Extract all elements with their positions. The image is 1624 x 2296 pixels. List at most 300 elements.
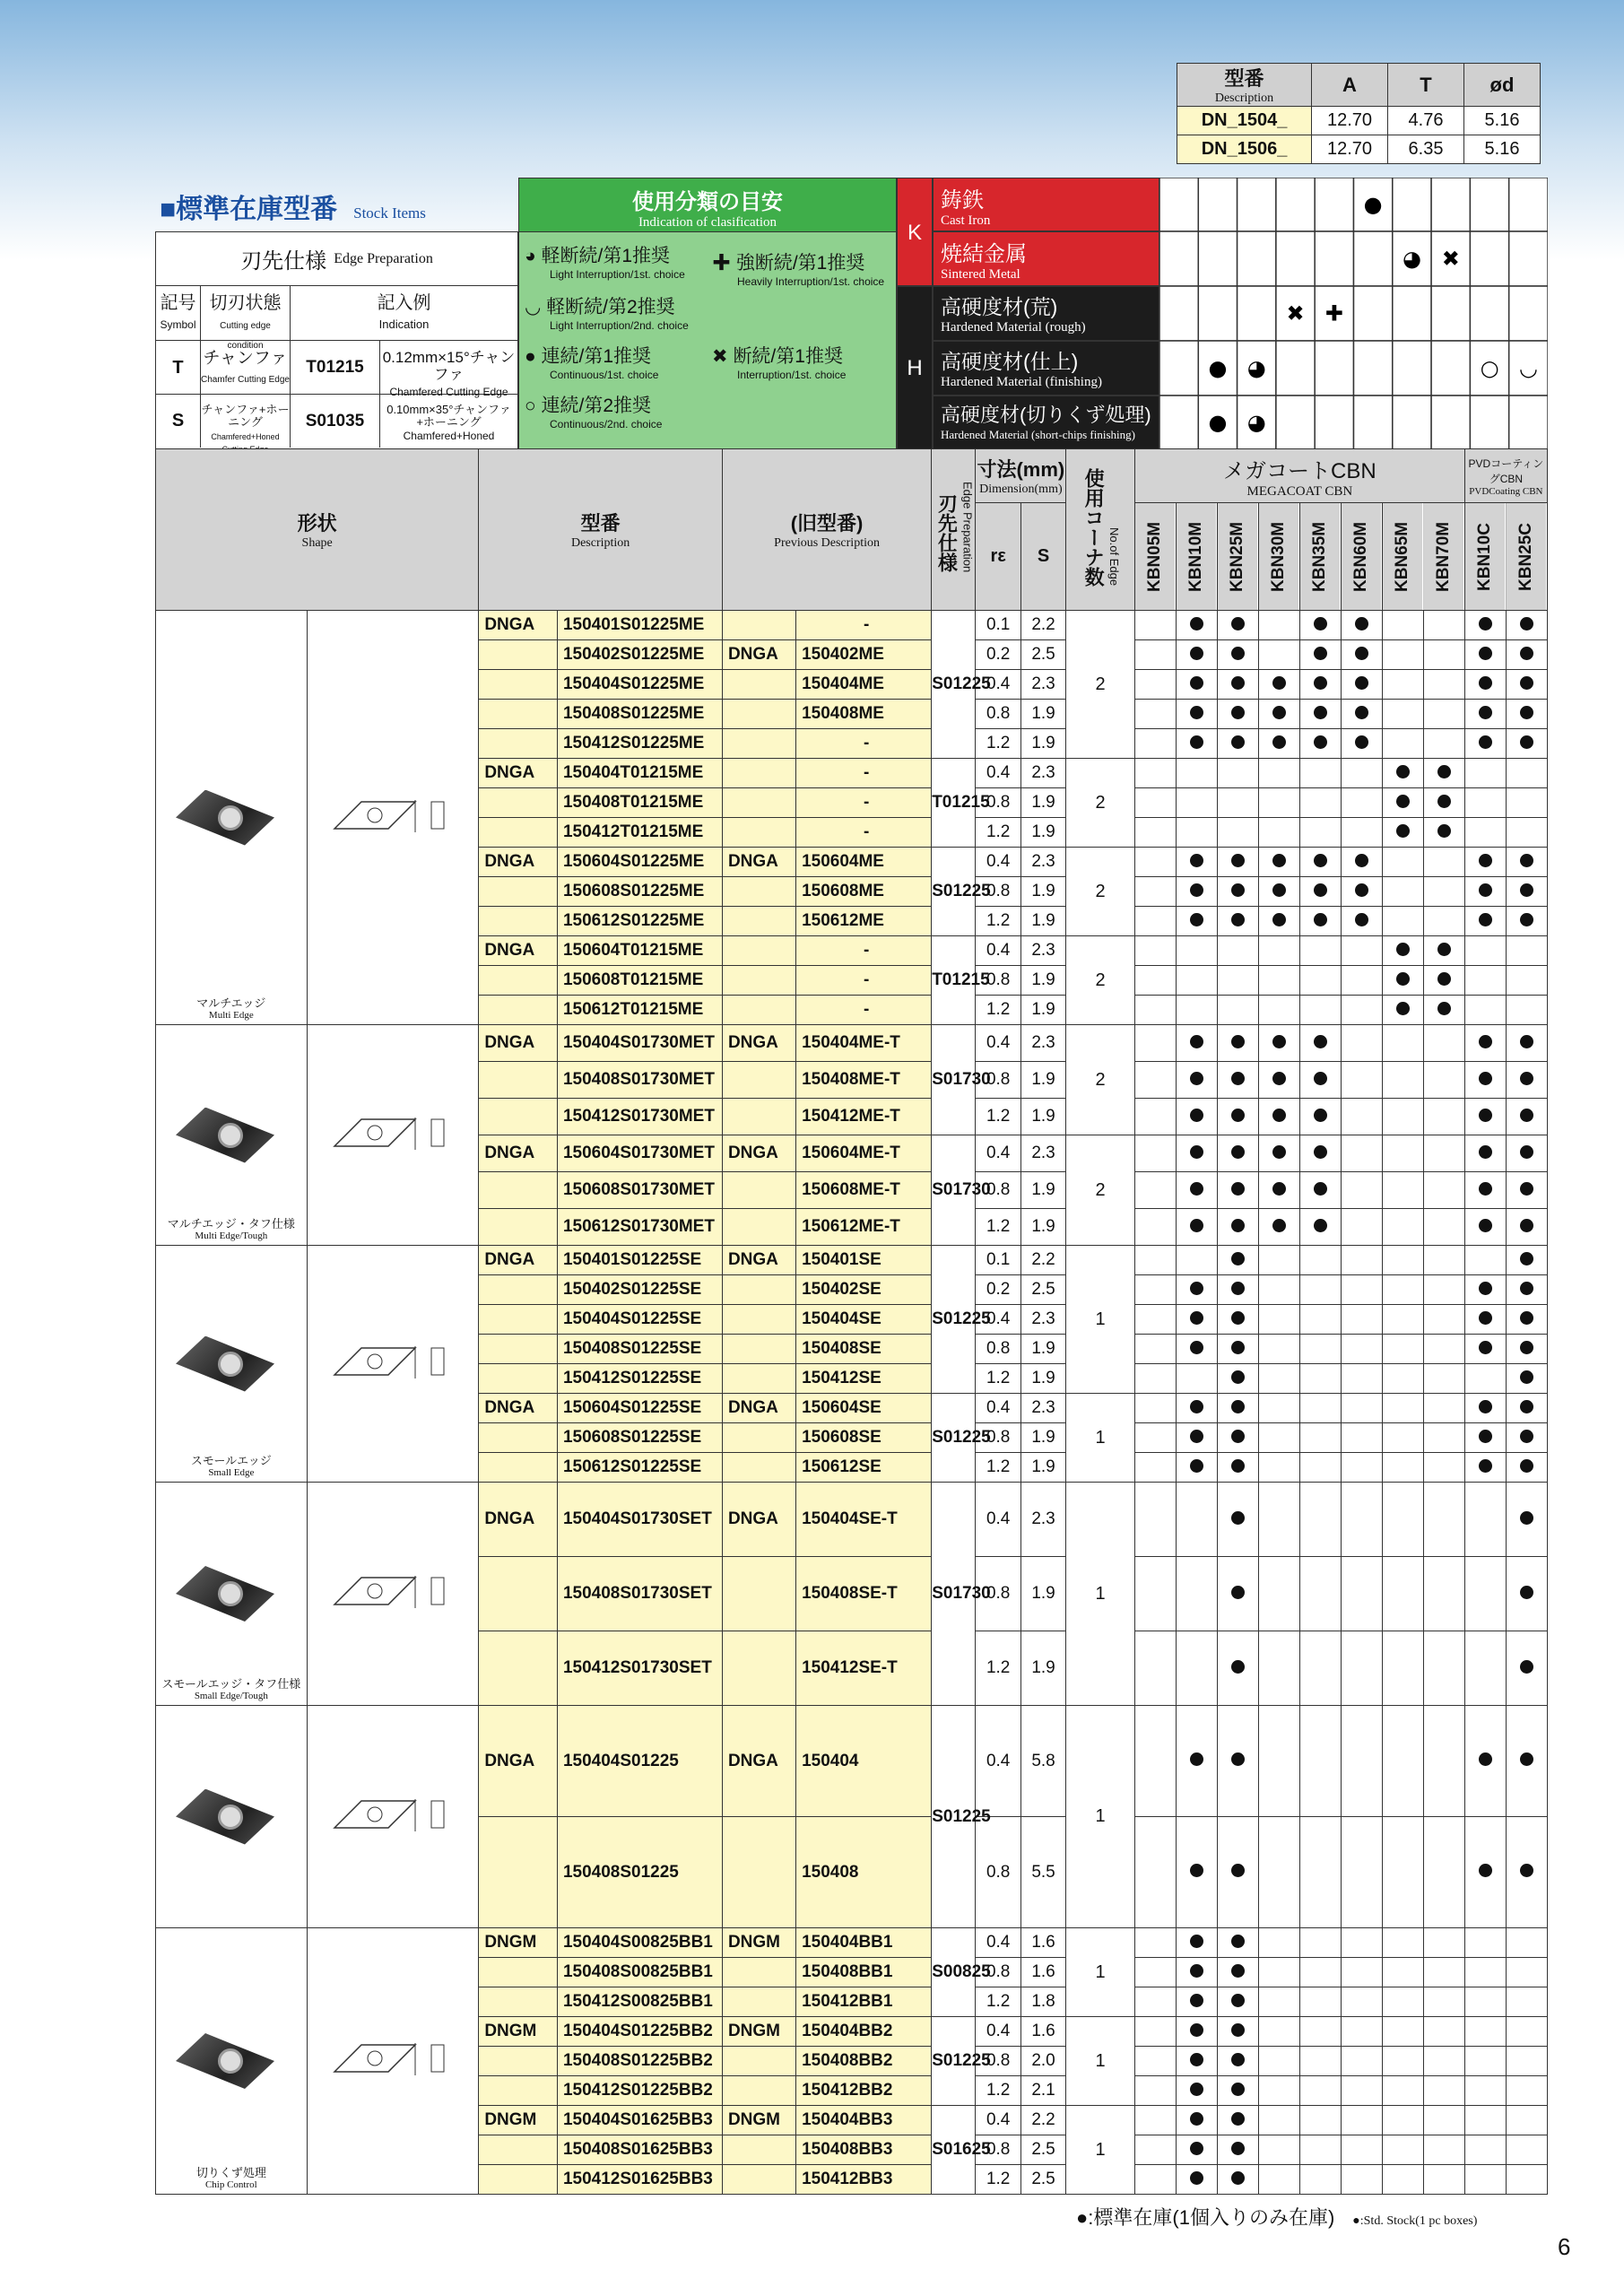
stock-cell: [1464, 1706, 1506, 1817]
stock-dot: [1479, 1864, 1492, 1877]
col-dimension: 寸法(mm) Dimension(mm): [976, 449, 1066, 503]
stock-dot: [1231, 1072, 1245, 1085]
legend-grid-cell: [1238, 231, 1276, 286]
stock-cell: [1423, 1453, 1464, 1483]
stock-cell: [1464, 936, 1506, 966]
stock-cell: [1258, 2017, 1299, 2047]
stock-cell: [1341, 1706, 1382, 1817]
grade-header: KBN25M: [1217, 503, 1258, 611]
dimension-s: 2.5: [1020, 1275, 1065, 1305]
stock-cell: [1134, 818, 1176, 848]
stock-cell: [1217, 1025, 1258, 1062]
desc-prefix: [479, 1423, 558, 1453]
stock-cell: [1464, 1394, 1506, 1423]
shape-caption: マルチエッジ・タフ仕様 Multi Edge/Tough: [167, 1216, 295, 1241]
stock-cell: [1176, 1817, 1217, 1928]
insert-diagram: [326, 1774, 460, 1855]
legend-grid-cell: [1470, 231, 1508, 286]
edge-count: 2: [1066, 1135, 1135, 1246]
stock-cell: [1382, 2017, 1423, 2047]
stock-cell: [1134, 1209, 1176, 1246]
stock-cell: [1506, 2017, 1547, 2047]
stock-cell: [1217, 1423, 1258, 1453]
stock-dot: [1231, 1430, 1245, 1443]
stock-cell: [1464, 1817, 1506, 1928]
dim-t: 4.76: [1388, 107, 1464, 135]
stock-cell: [1341, 1928, 1382, 1958]
stock-dot: [1520, 1035, 1533, 1048]
stock-cell: [1341, 1958, 1382, 1987]
corner-radius: 1.2: [976, 1099, 1020, 1135]
stock-cell: [1464, 1423, 1506, 1453]
edge-count: 2: [1066, 1025, 1135, 1135]
stock-cell: [1176, 877, 1217, 907]
dimension-s: 2.1: [1020, 2076, 1065, 2106]
stock-dot: [1190, 1400, 1203, 1413]
stock-dot: [1272, 1145, 1286, 1159]
edge-count: 2: [1066, 848, 1135, 936]
dimension-s: 2.5: [1020, 640, 1065, 670]
prev-code: 150412SE-T: [796, 1631, 932, 1706]
corner-radius: 0.4: [976, 936, 1020, 966]
insert-image: [176, 2033, 274, 2089]
desc-prefix: [479, 1275, 558, 1305]
corner-radius: 0.4: [976, 670, 1020, 700]
stock-cell: [1176, 818, 1217, 848]
stock-cell: [1423, 700, 1464, 729]
stock-cell: [1176, 729, 1217, 759]
stock-cell: [1217, 2165, 1258, 2195]
stock-dot: [1190, 2053, 1203, 2066]
stock-dot: [1190, 1035, 1203, 1048]
stock-cell: [1423, 640, 1464, 670]
shape-photo: [156, 611, 308, 1025]
stock-cell: [1217, 611, 1258, 640]
desc-code: 150402S01225SE: [557, 1275, 722, 1305]
stock-cell: [1176, 2106, 1217, 2135]
dim-a: 12.70: [1312, 135, 1388, 164]
stock-dot: [1520, 1282, 1533, 1295]
prev-code: 150404: [796, 1706, 932, 1817]
stock-cell: [1176, 1275, 1217, 1305]
stock-cell: [1299, 2135, 1341, 2165]
stock-dot: [1231, 1964, 1245, 1978]
stock-cell: [1382, 1453, 1423, 1483]
stock-cell: [1176, 2047, 1217, 2076]
stock-cell: [1382, 907, 1423, 936]
desc-code: 150408S01225: [557, 1817, 722, 1928]
prev-code: 150404BB2: [796, 2017, 932, 2047]
legend-grid-cell: [1159, 178, 1198, 231]
desc-prefix: DNGA: [479, 1394, 558, 1423]
desc-prefix: DNGA: [479, 848, 558, 877]
stock-cell: [1506, 966, 1547, 996]
legend-grid-cell: [1431, 396, 1470, 449]
corner-radius: 0.8: [976, 700, 1020, 729]
stock-cell: [1506, 1335, 1547, 1364]
stock-dot: [1272, 735, 1286, 749]
desc-code: 150412S01730SET: [557, 1631, 722, 1706]
prev-code: 150604SE: [796, 1394, 932, 1423]
corner-radius: 0.8: [976, 2047, 1020, 2076]
table-row: [156, 1025, 1548, 1062]
stock-cell: [1506, 1172, 1547, 1209]
stock-dot: [1314, 647, 1327, 660]
stock-cell: [1134, 1483, 1176, 1557]
stock-cell: [1506, 1246, 1547, 1275]
stock-cell: [1134, 848, 1176, 877]
dimension-s: 1.9: [1020, 1335, 1065, 1364]
stock-cell: [1217, 996, 1258, 1025]
prev-code: 150608ME-T: [796, 1172, 932, 1209]
dimension-s: 1.9: [1020, 907, 1065, 936]
stock-dot: [1355, 706, 1368, 719]
legend-grid-cell: [1509, 178, 1548, 231]
stock-dot: [1231, 1400, 1245, 1413]
stock-dot: [1272, 913, 1286, 926]
stock-cell: [1217, 1246, 1258, 1275]
grade-header: KBN10M: [1176, 503, 1217, 611]
prev-code: 150408SE: [796, 1335, 932, 1364]
corner-radius: 0.8: [976, 1172, 1020, 1209]
stock-cell: [1423, 670, 1464, 700]
stock-cell: [1299, 1557, 1341, 1631]
legend-mark: ✖: [1286, 300, 1305, 326]
group-h: H: [897, 286, 933, 449]
prev-prefix: [722, 1062, 795, 1099]
desc-code: 150408S01225ME: [557, 700, 722, 729]
stock-cell: [1134, 700, 1176, 729]
material-sintered: 焼結金属 Sintered Metal: [933, 231, 1159, 286]
stock-cell: [1134, 2165, 1176, 2195]
stock-cell: [1506, 1209, 1547, 1246]
stock-cell: [1464, 1062, 1506, 1099]
stock-dot: [1479, 1430, 1492, 1443]
stock-cell: [1423, 2106, 1464, 2135]
dimension-s: 2.3: [1020, 1394, 1065, 1423]
desc-code: 150408S01225BB2: [557, 2047, 722, 2076]
stock-cell: [1176, 1025, 1217, 1062]
stock-cell: [1258, 1246, 1299, 1275]
stock-cell: [1506, 729, 1547, 759]
prev-code: 150402ME: [796, 640, 932, 670]
desc-prefix: [479, 2047, 558, 2076]
desc-code: 150404S01225: [557, 1706, 722, 1817]
legend-grid-cell: [1238, 178, 1276, 231]
stock-cell: [1423, 1364, 1464, 1394]
stock-cell: [1217, 729, 1258, 759]
desc-code: 150408S01625BB3: [557, 2135, 722, 2165]
desc-prefix: [479, 788, 558, 818]
edge-prep-box: [155, 231, 518, 449]
desc-code: 150404S01225BB2: [557, 2017, 722, 2047]
stock-dot: [1479, 1282, 1492, 1295]
group-k: K: [897, 178, 933, 286]
stock-cell: [1134, 729, 1176, 759]
prev-code: -: [796, 996, 932, 1025]
stock-dot: [1479, 1145, 1492, 1159]
stock-cell: [1134, 1135, 1176, 1172]
material-hardened-chip: 高硬度材(切りくず処理) Hardened Material (short-chips finishing): [933, 396, 1159, 449]
stock-cell: [1299, 670, 1341, 700]
stock-cell: [1382, 2076, 1423, 2106]
stock-dot: [1479, 1400, 1492, 1413]
stock-dot: [1520, 735, 1533, 749]
stock-dot: [1190, 1935, 1203, 1948]
stock-dot: [1520, 617, 1533, 631]
shape-diagram: [307, 1483, 479, 1706]
stock-dot: [1272, 1182, 1286, 1196]
desc-prefix: [479, 818, 558, 848]
stock-cell: [1341, 1025, 1382, 1062]
insert-image: [176, 1336, 274, 1392]
stock-dot: [1520, 913, 1533, 926]
grade-header: KBN35M: [1299, 503, 1341, 611]
stock-dot: [1190, 1341, 1203, 1354]
legend-grid-cell: [1159, 231, 1198, 286]
stock-cell: [1258, 1209, 1299, 1246]
shape-photo: [156, 1928, 308, 2195]
dimension-s: 1.9: [1020, 1172, 1065, 1209]
legend-mark: ✚: [1324, 300, 1343, 326]
legend-grid-cell: [1431, 341, 1470, 396]
edge-count: 1: [1066, 1706, 1135, 1928]
stock-cell: [1299, 1335, 1341, 1364]
stock-dot: [1520, 1219, 1533, 1232]
col-re: rε: [976, 503, 1020, 611]
stock-cell: [1217, 1453, 1258, 1483]
corner-radius: 1.2: [976, 729, 1020, 759]
stock-cell: [1341, 670, 1382, 700]
corner-radius: 1.2: [976, 1631, 1020, 1706]
stock-cell: [1217, 700, 1258, 729]
dimension-s: 1.9: [1020, 729, 1065, 759]
shape-diagram: [307, 1246, 479, 1483]
desc-prefix: [479, 2076, 558, 2106]
stock-cell: [1464, 2047, 1506, 2076]
stock-cell: [1423, 2076, 1464, 2106]
stock-cell: [1176, 1394, 1217, 1423]
stock-cell: [1258, 1025, 1299, 1062]
stock-cell: [1341, 966, 1382, 996]
stock-cell: [1258, 788, 1299, 818]
dimension-s: 2.3: [1020, 759, 1065, 788]
stock-cell: [1506, 1928, 1547, 1958]
prev-code: 150404BB3: [796, 2106, 932, 2135]
stock-cell: [1464, 1135, 1506, 1172]
stock-cell: [1176, 670, 1217, 700]
legend-mark: ◕: [1246, 355, 1266, 381]
stock-cell: [1382, 848, 1423, 877]
dimension-s: 2.2: [1020, 611, 1065, 640]
dim-header-d: ød: [1464, 64, 1541, 107]
stock-cell: [1423, 877, 1464, 907]
stock-dot: [1231, 2083, 1245, 2096]
legend-grid-cell: [1470, 396, 1508, 449]
stock-cell: [1341, 2165, 1382, 2195]
stock-cell: [1258, 2135, 1299, 2165]
stock-cell: [1423, 1099, 1464, 1135]
legend-grid-cell: [1315, 231, 1353, 286]
desc-prefix: [479, 907, 558, 936]
dimension-s: 1.9: [1020, 966, 1065, 996]
prev-code: 150408BB3: [796, 2135, 932, 2165]
stock-dot: [1520, 883, 1533, 897]
stock-cell: [1299, 936, 1341, 966]
stock-cell: [1258, 1483, 1299, 1557]
stock-dot: [1479, 913, 1492, 926]
edge-prep-code: S00825: [932, 1928, 976, 2017]
stock-cell: [1382, 1987, 1423, 2017]
stock-dot: [1231, 1145, 1245, 1159]
desc-code: 150608S01730MET: [557, 1172, 722, 1209]
dim-code: DN_1504_: [1177, 107, 1312, 135]
stock-cell: [1423, 1209, 1464, 1246]
stock-dot: [1190, 1964, 1203, 1978]
stock-cell: [1258, 2047, 1299, 2076]
corner-radius: 0.8: [976, 1557, 1020, 1631]
stock-cell: [1464, 818, 1506, 848]
legend-grid-cell: [1354, 231, 1393, 286]
stock-cell: [1258, 1928, 1299, 1958]
stock-cell: [1341, 1135, 1382, 1172]
stock-cell: [1382, 2106, 1423, 2135]
dimension-s: 2.3: [1020, 848, 1065, 877]
desc-code: 150408S00825BB1: [557, 1958, 722, 1987]
desc-prefix: [479, 1453, 558, 1483]
stock-cell: [1176, 1423, 1217, 1453]
stock-cell: [1464, 1364, 1506, 1394]
stock-dot: [1231, 1370, 1245, 1384]
stock-cell: [1299, 1394, 1341, 1423]
stock-cell: [1382, 788, 1423, 818]
desc-prefix: DNGM: [479, 2017, 558, 2047]
prev-prefix: [722, 2135, 795, 2165]
prev-prefix: [722, 670, 795, 700]
stock-cell: [1464, 2017, 1506, 2047]
dimension-s: 1.9: [1020, 700, 1065, 729]
stock-cell: [1506, 1987, 1547, 2017]
stock-cell: [1423, 1631, 1464, 1706]
stock-cell: [1299, 996, 1341, 1025]
stock-cell: [1464, 1099, 1506, 1135]
stock-cell: [1464, 759, 1506, 788]
desc-prefix: DNGA: [479, 936, 558, 966]
shape-diagram: [307, 1706, 479, 1928]
stock-cell: [1506, 848, 1547, 877]
stock-cell: [1341, 1423, 1382, 1453]
desc-prefix: [479, 670, 558, 700]
shape-diagram: [307, 1928, 479, 2195]
dimension-s: 1.9: [1020, 996, 1065, 1025]
stock-dot: [1272, 854, 1286, 867]
stock-cell: [1423, 2047, 1464, 2076]
corner-radius: 1.2: [976, 996, 1020, 1025]
desc-code: 150404S00825BB1: [557, 1928, 722, 1958]
stock-cell: [1506, 1453, 1547, 1483]
stock-dot: [1190, 2083, 1203, 2096]
stock-cell: [1464, 966, 1506, 996]
stock-cell: [1506, 1305, 1547, 1335]
edge-prep-code: S01730: [932, 1135, 976, 1246]
stock-cell: [1176, 1706, 1217, 1817]
stock-cell: [1382, 1631, 1423, 1706]
stock-cell: [1382, 2165, 1423, 2195]
corner-radius: 0.8: [976, 788, 1020, 818]
edge-prep-code: S01625: [932, 2106, 976, 2195]
desc-prefix: [479, 877, 558, 907]
desc-prefix: DNGA: [479, 611, 558, 640]
corner-radius: 0.4: [976, 2017, 1020, 2047]
stock-cell: [1217, 1062, 1258, 1099]
stock-cell: [1299, 640, 1341, 670]
insert-diagram: [326, 775, 460, 856]
table-row: [156, 1246, 1548, 1275]
legend-grid-cell: [1509, 396, 1548, 449]
stock-cell: [1382, 1423, 1423, 1453]
stock-cell: [1423, 1062, 1464, 1099]
prev-code: 150401SE: [796, 1246, 932, 1275]
dimension-s: 1.6: [1020, 1958, 1065, 1987]
stock-dot: [1479, 1109, 1492, 1122]
desc-prefix: [479, 1557, 558, 1631]
stock-cell: [1134, 1172, 1176, 1209]
stock-cell: [1382, 2135, 1423, 2165]
stock-cell: [1134, 1335, 1176, 1364]
desc-code: 150401S01225ME: [557, 611, 722, 640]
stock-cell: [1341, 700, 1382, 729]
stock-cell: [1217, 966, 1258, 996]
stock-cell: [1176, 2076, 1217, 2106]
stock-cell: [1258, 1335, 1299, 1364]
desc-prefix: DNGA: [479, 1135, 558, 1172]
stock-cell: [1423, 1557, 1464, 1631]
stock-cell: [1423, 2017, 1464, 2047]
edge-prep-header: 記号 Symbol 切刃状態 Cutting edge condition 記入例 Indication: [156, 286, 517, 341]
stock-cell: [1176, 1335, 1217, 1364]
stock-dot: [1190, 883, 1203, 897]
prev-prefix: DNGM: [722, 2017, 795, 2047]
stock-cell: [1382, 1209, 1423, 1246]
stock-cell: [1258, 1062, 1299, 1099]
desc-code: 150408S01225SE: [557, 1335, 722, 1364]
stock-cell: [1134, 1987, 1176, 2017]
stock-dot: [1231, 883, 1245, 897]
stock-cell: [1341, 818, 1382, 848]
corner-radius: 0.8: [976, 877, 1020, 907]
stock-dot: [1231, 1035, 1245, 1048]
edge-count: 1: [1066, 1246, 1135, 1394]
stock-cell: [1506, 907, 1547, 936]
stock-cell: [1341, 1631, 1382, 1706]
prev-code: 150608SE: [796, 1423, 932, 1453]
stock-cell: [1506, 2047, 1547, 2076]
edge-count: 1: [1066, 1483, 1135, 1706]
stock-cell: [1258, 1305, 1299, 1335]
desc-prefix: [479, 1958, 558, 1987]
stock-dot: [1190, 913, 1203, 926]
desc-code: 150402S01225ME: [557, 640, 722, 670]
desc-prefix: [479, 1335, 558, 1364]
prev-prefix: [722, 788, 795, 818]
stock-cell: [1382, 1394, 1423, 1423]
stock-dot: [1272, 676, 1286, 690]
stock-dot: [1190, 1311, 1203, 1325]
stock-cell: [1423, 611, 1464, 640]
stock-dot: [1231, 735, 1245, 749]
corner-radius: 0.2: [976, 1275, 1020, 1305]
dim-a: 12.70: [1312, 107, 1388, 135]
